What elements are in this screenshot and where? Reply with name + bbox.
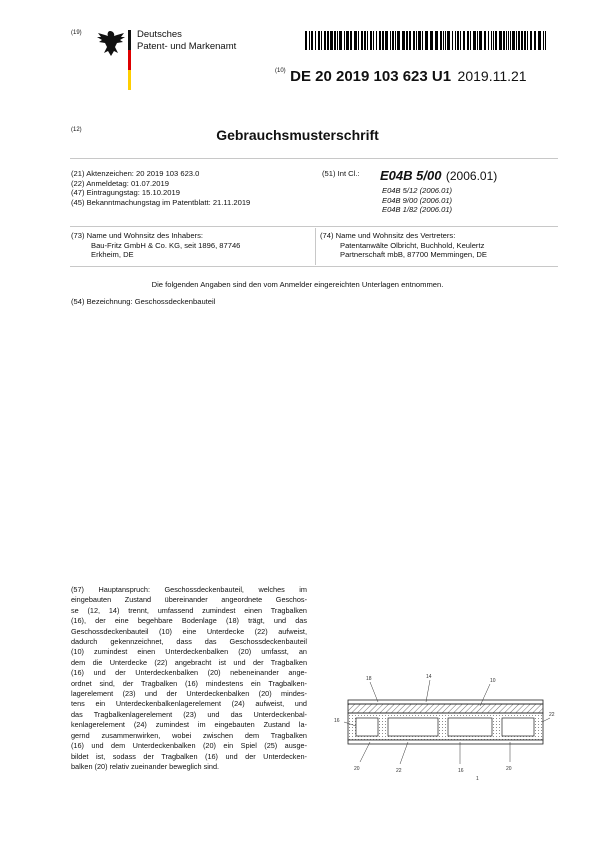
claim-line: (16) und der Unterdeckenbalken (20) nebeneinander ange- [71, 668, 307, 678]
claim-line: eingebauten Zustand übereinander angeordnete Geschos- [71, 595, 307, 605]
representative-block [320, 231, 560, 260]
inid-10: (10) [275, 68, 286, 74]
inid-12: (12) [71, 127, 82, 133]
figure-label: 10 [490, 678, 496, 684]
screed-layer [348, 704, 543, 713]
designation: (54) Bezeichnung: Geschossdeckenbauteil [71, 297, 216, 306]
publication-date: (45) Bekanntmachungstag im Patentblatt: 21.11.2019 [71, 197, 251, 207]
owner-address: Erkheim, DE [91, 250, 134, 260]
int-cl-item: E04B 1/82 (2006.01) [382, 205, 453, 215]
divider [70, 266, 558, 267]
divider [70, 226, 558, 227]
inid-19: (19) [71, 30, 82, 36]
representative-name: Patentanwälte Olbricht, Buchhold, Keulertz [340, 240, 485, 250]
int-cl-main-code: E04B 5/00 [380, 168, 442, 183]
claim-line: das Tragbalkenlagerelement (23) und das Unterdeckenbal- [71, 709, 307, 719]
int-cl-item: E04B 5/12 (2006.01) [382, 186, 453, 195]
figure-label: 18 [366, 676, 372, 682]
claim-line: (10) zumindest einen Unterdeckenbalken (20) umfasst, an [71, 647, 307, 657]
claim-line: gernd zusammenwirken, wobei zwischen dem Tragbalken [71, 730, 307, 740]
owner-name: Bau-Fritz GmbH & Co. KG, seit 1896, 87746 [91, 240, 241, 250]
office-line-2: Patent- und Markenamt [137, 40, 237, 52]
federal-eagle-logo [94, 26, 128, 66]
claim-line: (57) Hauptanspruch: Geschossdeckenbauteil, welches im [71, 585, 307, 594]
claim-line: tens ein Unterdeckenbalkenlagerelement (24) aufweist, und [71, 699, 307, 709]
filing-date: (22) Anmeldetag: 01.07.2019 [71, 178, 169, 188]
claim-line: kenlagerelement (24) zumindest im eingebauten Zustand la- [71, 720, 307, 730]
divider [70, 158, 558, 159]
barcode [305, 31, 550, 50]
representative-label: (74) Name und Wohnsitz des Vertreters: [320, 231, 456, 240]
office-name [137, 29, 236, 52]
figure-label: 14 [426, 674, 432, 680]
claim-line: bildet ist, sodass der Tragbalken (16) und der Unterdecken- [71, 751, 307, 761]
office-line-1: Deutsches [137, 29, 182, 40]
figure-label: 20 [354, 766, 360, 772]
claim-line: dadurch gekennzeichnet, dass das Geschossdeckenbauteil [71, 637, 307, 647]
claim-line: dem die Unterdecke (22) angebracht ist und der Tragbalken [71, 657, 307, 667]
claim-line: ordnet sind, der Tragbalken (16) mindestens ein Tragbalken- [71, 678, 307, 688]
document-date: 2019.11.21 [457, 68, 527, 84]
claim-line: (16) und dem Unterdeckenbalken (20) ein Spiel (25) ausge- [71, 741, 307, 751]
document-id-line [275, 68, 527, 86]
figure-label: 1 [476, 776, 479, 782]
bibliographic-left [71, 169, 250, 207]
figure-drawing [330, 672, 560, 782]
column-divider [315, 228, 316, 265]
document-number: DE 20 2019 103 623 U1 [290, 68, 452, 85]
owner-block [71, 231, 311, 260]
application-number: (21) Aktenzeichen: 20 2019 103 623.0 [71, 169, 200, 178]
claim-line: (16), der eine begehbare Bodenlage (18) trägt, und das [71, 616, 307, 626]
flag-stripe [128, 30, 131, 90]
int-cl-item: E04B 9/00 (2006.01) [382, 195, 453, 205]
claim-line: Geschossdeckenbauteil (10) eine Unterdecke (22) aufweist, [71, 626, 307, 636]
figure-label: 16 [458, 768, 464, 774]
owner-label: (73) Name und Wohnsitz des Inhabers: [71, 231, 203, 240]
representative-address: Partnerschaft mbB, 87700 Memmingen, DE [340, 250, 487, 260]
figure-label: 22 [549, 712, 555, 718]
registration-date: (47) Eintragungstag: 15.10.2019 [71, 188, 180, 198]
figure-label: 20 [506, 766, 512, 772]
claim-line: se (12, 14) trennt, umfassend zumindest einen Tragbalken [71, 605, 307, 615]
main-claim [71, 585, 307, 772]
int-cl-main [380, 167, 497, 185]
int-cl-main-version: (2006.01) [445, 169, 498, 183]
int-cl-label: (51) Int Cl.: [322, 169, 360, 178]
int-cl-secondary [382, 186, 452, 215]
claim-line: lagerelement (23) und der Unterdeckenbalken (20) mindes- [71, 689, 307, 699]
figure-label: 22 [396, 768, 402, 774]
document-type: Gebrauchsmusterschrift [216, 127, 379, 143]
applicant-notice: Die folgenden Angaben sind den vom Anmelder eingereichten Unterlagen entnommen. [151, 280, 444, 289]
ceiling-layer [348, 740, 543, 744]
figure-label: 16 [334, 718, 340, 724]
claim-line: balken (20) relativ zueinander beweglich sind. [71, 761, 220, 771]
